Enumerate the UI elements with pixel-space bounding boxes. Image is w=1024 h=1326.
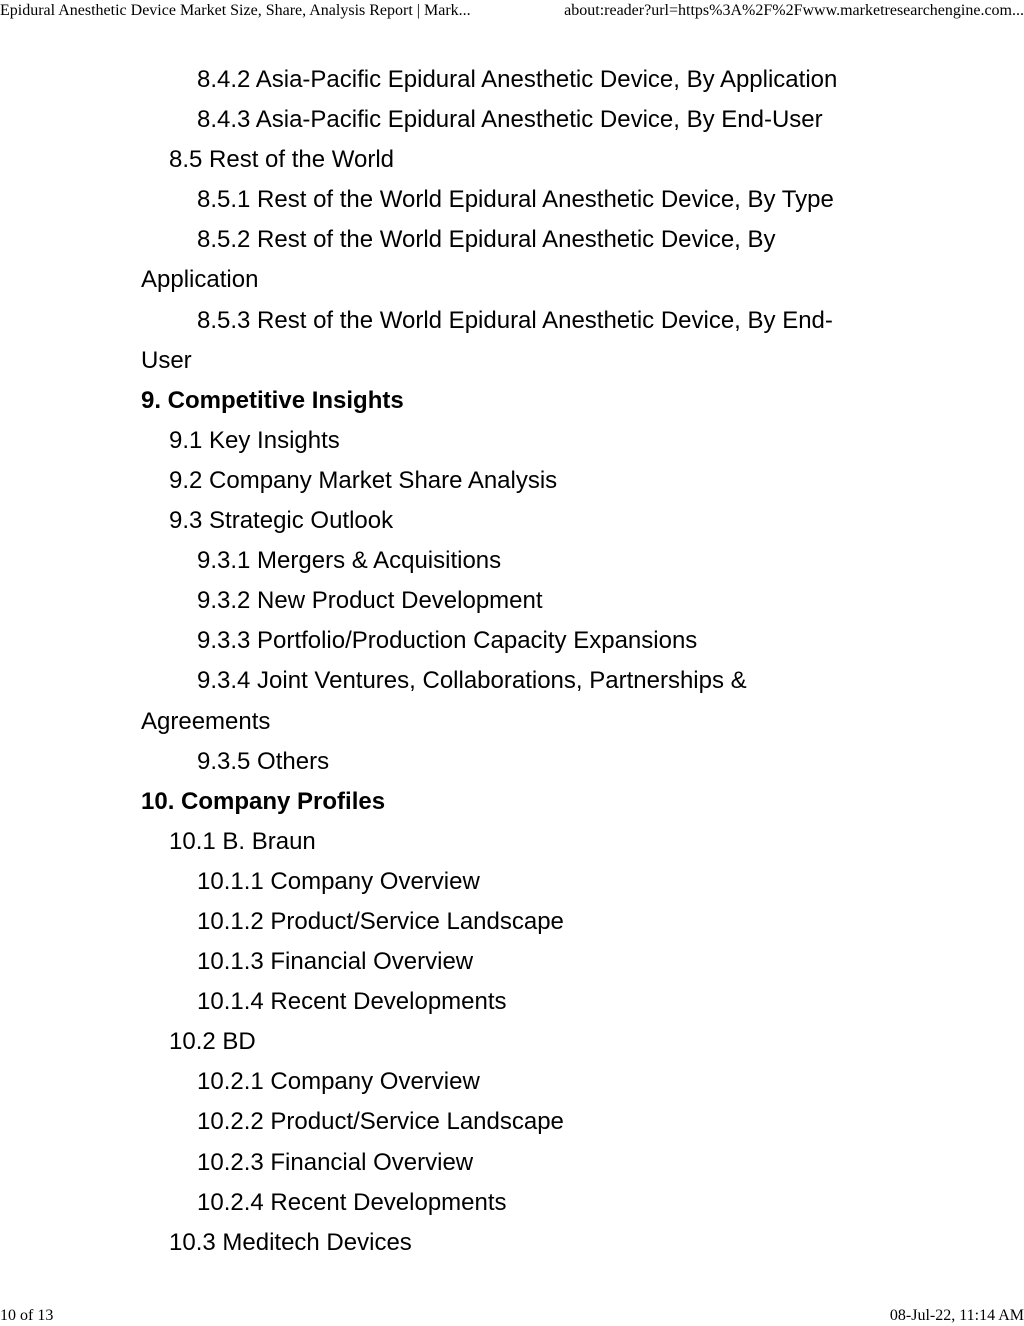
toc-entry: 10.1.4 Recent Developments bbox=[197, 988, 507, 1016]
toc-entry: 9.1 Key Insights bbox=[169, 426, 340, 454]
toc-entry: 8.5 Rest of the World bbox=[169, 146, 394, 174]
toc-entry: 10.1.3 Financial Overview bbox=[197, 948, 474, 976]
toc-section-heading: 10. Company Profiles bbox=[141, 787, 386, 815]
toc-entry: 8.4.2 Asia-Pacific Epidural Anesthetic Device, By Application bbox=[197, 66, 838, 93]
toc-section-heading: 9. Competitive Insights bbox=[141, 386, 404, 414]
toc-entry: 9.2 Company Market Share Analysis bbox=[169, 466, 558, 494]
table-of-contents bbox=[141, 60, 881, 1263]
toc-entry: 8.5.1 Rest of the World Epidural Anesthetic Device, By Type bbox=[197, 186, 834, 214]
toc-entry: 9.3.3 Portfolio/Production Capacity Expansions bbox=[197, 627, 698, 655]
toc-entry: 10.2.4 Recent Developments bbox=[197, 1188, 507, 1216]
page-number: 10 of 13 bbox=[0, 1307, 54, 1324]
toc-entry: 9.3 Strategic Outlook bbox=[169, 507, 394, 535]
toc-entry: 8.5.3 Rest of the World Epidural Anesthetic Device, By End-User bbox=[141, 306, 833, 374]
toc-entry: 10.2.1 Company Overview bbox=[197, 1068, 480, 1096]
toc-entry: 10.2.3 Financial Overview bbox=[197, 1148, 474, 1176]
toc-entry: 10.1.1 Company Overview bbox=[197, 867, 480, 895]
toc-entry: 9.3.5 Others bbox=[197, 747, 330, 775]
toc-entry: 8.4.3 Asia-Pacific Epidural Anesthetic Device, By End-User bbox=[197, 106, 823, 134]
page-url: about:reader?url=https%3A%2F%2Fwww.marketresearchengine.com... bbox=[564, 2, 1024, 19]
print-datetime: 08-Jul-22, 11:14 AM bbox=[889, 1307, 1024, 1324]
toc-entry: 9.3.4 Joint Ventures, Collaborations, Partnerships & Agreements bbox=[141, 667, 747, 735]
toc-entry: 10.1 B. Braun bbox=[169, 827, 316, 855]
print-footer bbox=[0, 1305, 1024, 1325]
page-title: Epidural Anesthetic Device Market Size, Share, Analysis Report | Mark... bbox=[0, 2, 471, 19]
toc-entry: 10.3 Meditech Devices bbox=[169, 1228, 412, 1256]
toc-entry: 9.3.2 New Product Development bbox=[197, 587, 543, 615]
toc-entry: 10.1.2 Product/Service Landscape bbox=[197, 907, 564, 935]
toc-entry: 8.5.2 Rest of the World Epidural Anesthetic Device, By Application bbox=[141, 226, 776, 294]
toc-entry: 10.2 BD bbox=[169, 1028, 256, 1056]
toc-entry: 10.2.2 Product/Service Landscape bbox=[197, 1108, 564, 1136]
toc-entry: 9.3.1 Mergers & Acquisitions bbox=[197, 547, 502, 575]
print-header bbox=[0, 0, 1024, 22]
